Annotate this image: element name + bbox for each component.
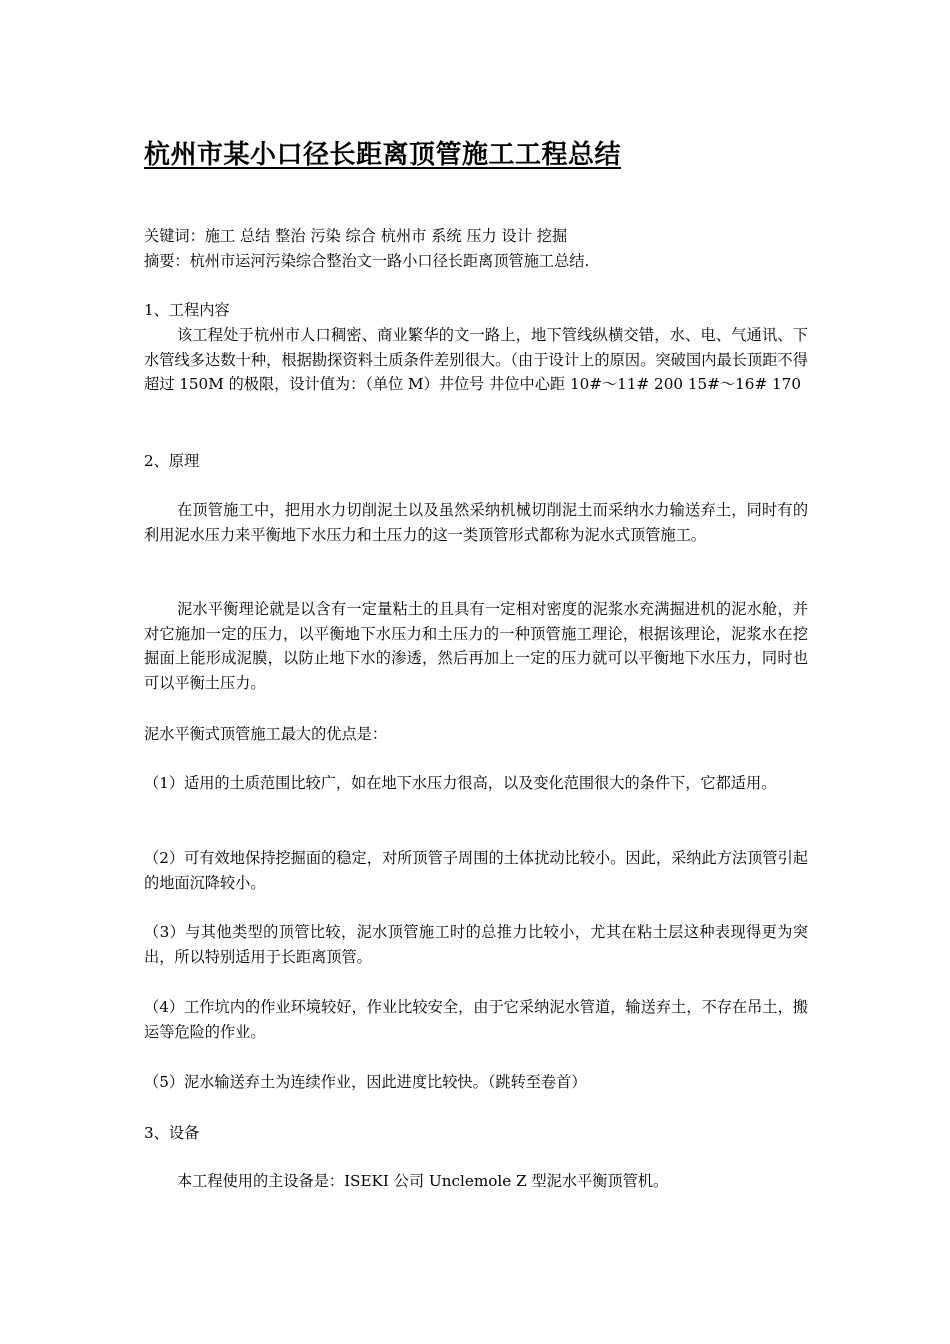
list-item: （2）可有效地保持挖掘面的稳定，对所顶管子周围的土体扰动比较小。因此，采纳此方法顶管引起的地面沉降较小。 xyxy=(144,849,808,892)
abstract-line: 摘要：杭州市运河污染综合整治文一路小口径长距离顶管施工总结. xyxy=(144,252,590,270)
paragraph: 本工程使用的主设备是：ISEKI 公司 Unclemole Z 型泥水平衡顶管机。 xyxy=(177,1172,669,1190)
section-heading: 1、工程内容 xyxy=(144,301,230,319)
paragraph: 泥水平衡式顶管施工最大的优点是： xyxy=(144,725,387,743)
keywords-line: 关键词：施工 总结 整治 污染 综合 杭州市 系统 压力 设计 挖掘 xyxy=(144,227,568,245)
list-item: （3）与其他类型的顶管比较，泥水顶管施工时的总推力比较小，尤其在粘土层这种表现得更为突出，所以特别适用于长距离顶管。 xyxy=(144,923,808,966)
paragraph: 泥水平衡理论就是以含有一定量粘土的且具有一定相对密度的泥浆水充满掘进机的泥水舱，并对它施加一定的压力，以平衡地下水压力和土压力的一种顶管施工理论，根据该理论，泥浆水在挖掘面上能形成泥膜，以防止地下水的渗透，然后再加上一定的压力就可以平衡地下水压力，同时也可以平衡土压力。 xyxy=(144,600,808,692)
paragraph: 该工程处于杭州市人口稠密、商业繁华的文一路上，地下管线纵横交错，水、电、气通讯、下水管线多达数十种，根据勘探资料土质条件差别很大。（由于设计上的原因。突破国内最长顶距不得超过 150M 的极限，设计值为：（单位 M）井位号 井位中心距 10#～11# 200 15#～16# 170 xyxy=(144,326,808,393)
list-item: （4）工作坑内的作业环境较好，作业比较安全，由于它采纳泥水管道，输送弃土，不存在吊土，搬运等危险的作业。 xyxy=(144,998,808,1041)
document-title: 杭州市某小口径长距离顶管施工工程总结 xyxy=(144,140,622,170)
list-item: （1）适用的土质范围比较广，如在地下水压力很高，以及变化范围很大的条件下，它都适用。 xyxy=(144,774,777,792)
section-heading: 2、原理 xyxy=(144,452,200,470)
list-item: （5）泥水输送弃土为连续作业，因此进度比较快。（跳转至卷首） xyxy=(144,1073,587,1091)
paragraph: 在顶管施工中，把用水力切削泥土以及虽然采纳机械切削泥土而采纳水力输送弃土，同时有的利用泥水压力来平衡地下水压力和土压力的这一类顶管形式都称为泥水式顶管施工。 xyxy=(144,501,808,544)
section-heading: 3、设备 xyxy=(144,1124,200,1142)
